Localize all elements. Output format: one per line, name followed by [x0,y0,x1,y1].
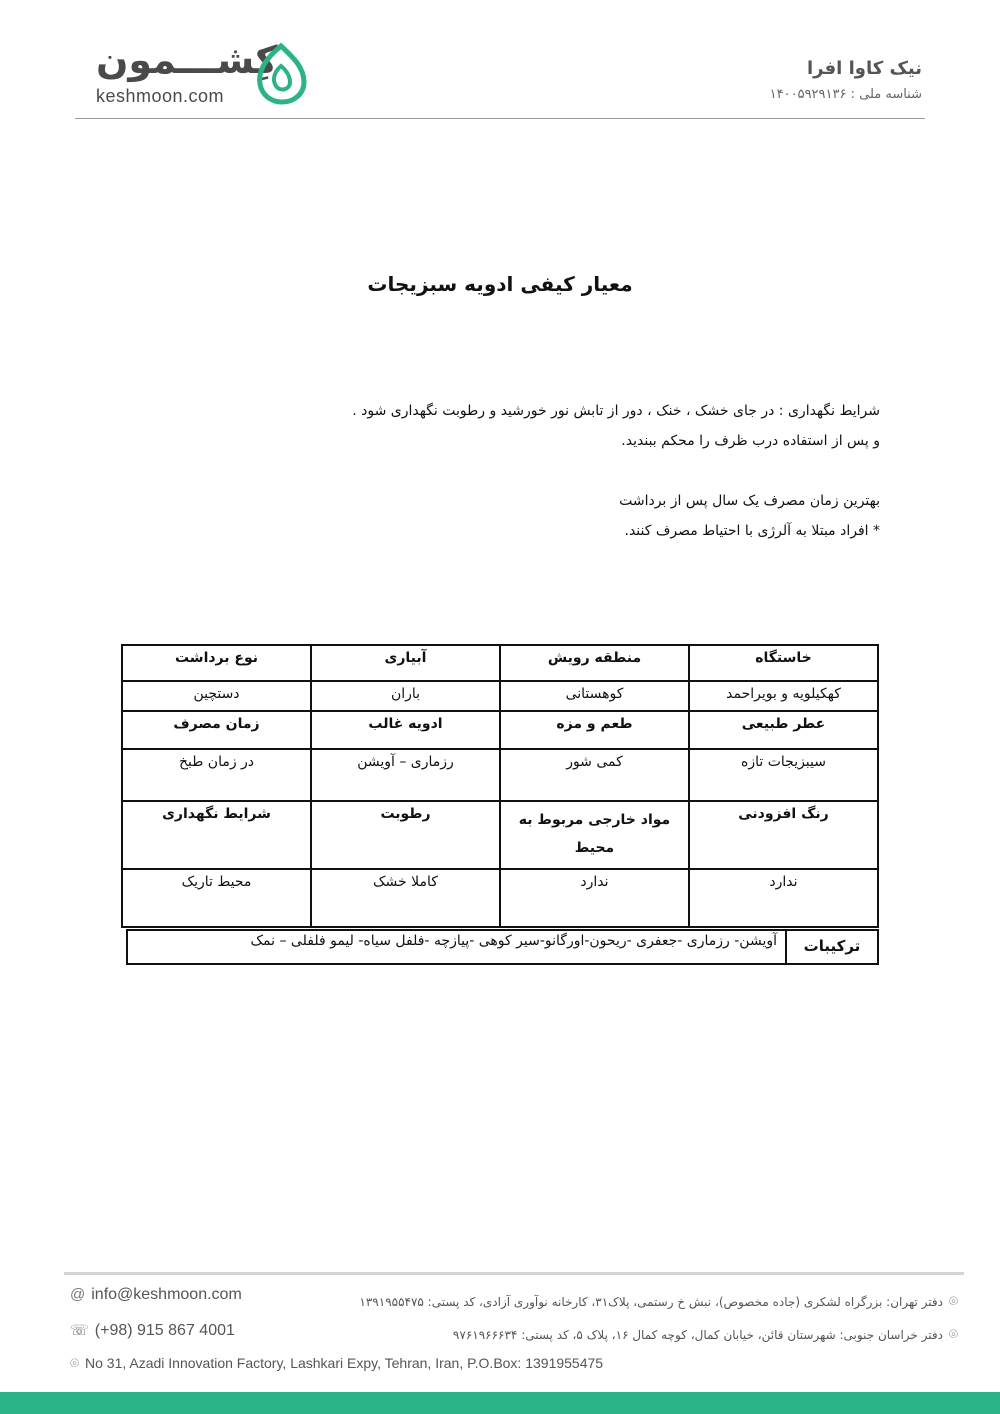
note-line: شرایط نگهداری : در جای خشک ، خنک ، دور از تابش نور خورشید و رطوبت نگهداری شود . [352,403,880,419]
footer-phone [64,1321,235,1340]
table-row [122,749,878,801]
table-header-row [122,645,878,681]
note-line: و پس از استفاده درب ظرف را محکم ببندید. [621,433,880,449]
footer-brand-bar [0,1392,1000,1414]
office-khorasan-text: دفتر خراسان جنوبی: شهرستان قائن، خیابان کمال، کوچه کمال ۱۶، پلاک ۵، کد پستی: ۹۷۶۱۹۶۶۶۳۴ [452,1328,943,1342]
table-cell: محیط تاریک [122,869,311,927]
logo-text-en: keshmoon.com [96,86,225,106]
location-pin-icon: ⌾ [948,1292,958,1310]
footer-office-tehran [359,1292,964,1310]
national-id: شناسه ملی : ۱۴۰۰۵۹۲۹۱۳۶ [769,87,922,102]
phone-icon: ☏ [70,1322,89,1339]
table-cell: کوهستانی [500,681,689,711]
note-line: * افراد مبتلا به آلرژی با احتیاط مصرف کنند. [624,523,880,539]
table-header-cell: مواد خارجی مربوط به محیط [500,801,689,869]
document-title: معیار کیفی ادویه سبزیجات [367,272,633,296]
table-cell: سیبزیجات تازه [689,749,878,801]
table-cell: باران [311,681,500,711]
table-cell: کاملا خشک [311,869,500,927]
company-info [770,58,922,102]
table-header-row [122,801,878,869]
table-header-cell: شرایط نگهداری [122,801,311,869]
footer-address-en [64,1355,603,1372]
composition-value: آویشن- رزماری -جعفری -ریحون-اورگانو-سیر کوهی -پیازچه -فلفل سیاه- لیمو فلفلی – نمک [250,933,777,949]
table-header-cell: رطوبت [311,801,500,869]
table-cell: کهکیلویه و بویراحمد [689,681,878,711]
company-name: نیک کاوا افرا [807,58,922,79]
table-header-row [122,711,878,749]
table-header-cell: عطر طبیعی [689,711,878,749]
footer-office-khorasan [453,1325,964,1343]
table-row [122,681,878,711]
table-header-cell: نوع برداشت [122,645,311,681]
table-header-cell: منطقه رویش [500,645,689,681]
table-header-cell: خاستگاه [689,645,878,681]
location-pin-icon: ⌾ [948,1325,958,1343]
footer-divider [64,1272,964,1275]
keshmoon-leaf-icon [252,42,310,106]
phone-text[interactable]: (+98) 915 867 4001 [94,1322,235,1339]
spec-table [121,644,879,928]
composition-row [126,929,879,965]
table-cell: رزماری – آویشن [311,749,500,801]
table-row [122,869,878,927]
note-line: بهترین زمان مصرف یک سال پس از برداشت [619,493,880,509]
table-header-cell: آبیاری [311,645,500,681]
table-header-cell: زمان مصرف [122,711,311,749]
footer-email [64,1286,242,1304]
address-en-text: No 31, Azadi Innovation Factory, Lashkari Expy, Tehran, Iran, P.O.Box: 1391955475 [85,1355,604,1371]
email-text[interactable]: info@keshmoon.com [91,1286,242,1303]
keshmoon-logo [92,36,322,110]
email-icon: @ [70,1286,86,1303]
table-header-cell: رنگ افزودنی [689,801,878,869]
table-cell: دستچین [122,681,311,711]
location-pin-icon: ⌾ [70,1355,80,1372]
table-cell: کمی شور [500,749,689,801]
table-cell: ندارد [500,869,689,927]
table-header-cell: ادویه غالب [311,711,500,749]
logo-text-fa: کِشـــمون [96,38,278,82]
header-divider [75,118,925,119]
storage-notes [180,396,880,546]
office-tehran-text: دفتر تهران: بزرگراه لشکری (جاده مخصوص)، نبش خ رستمی، پلاک۳۱، کارخانه نوآوری آزادی، کد پستی: ۱۳۹۱۹۵۵۴۷۵ [359,1295,943,1309]
table-cell: ندارد [689,869,878,927]
table-header-cell: طعم و مزه [500,711,689,749]
table-cell: در زمان طبخ [122,749,311,801]
composition-label: ترکیبات [785,931,877,963]
